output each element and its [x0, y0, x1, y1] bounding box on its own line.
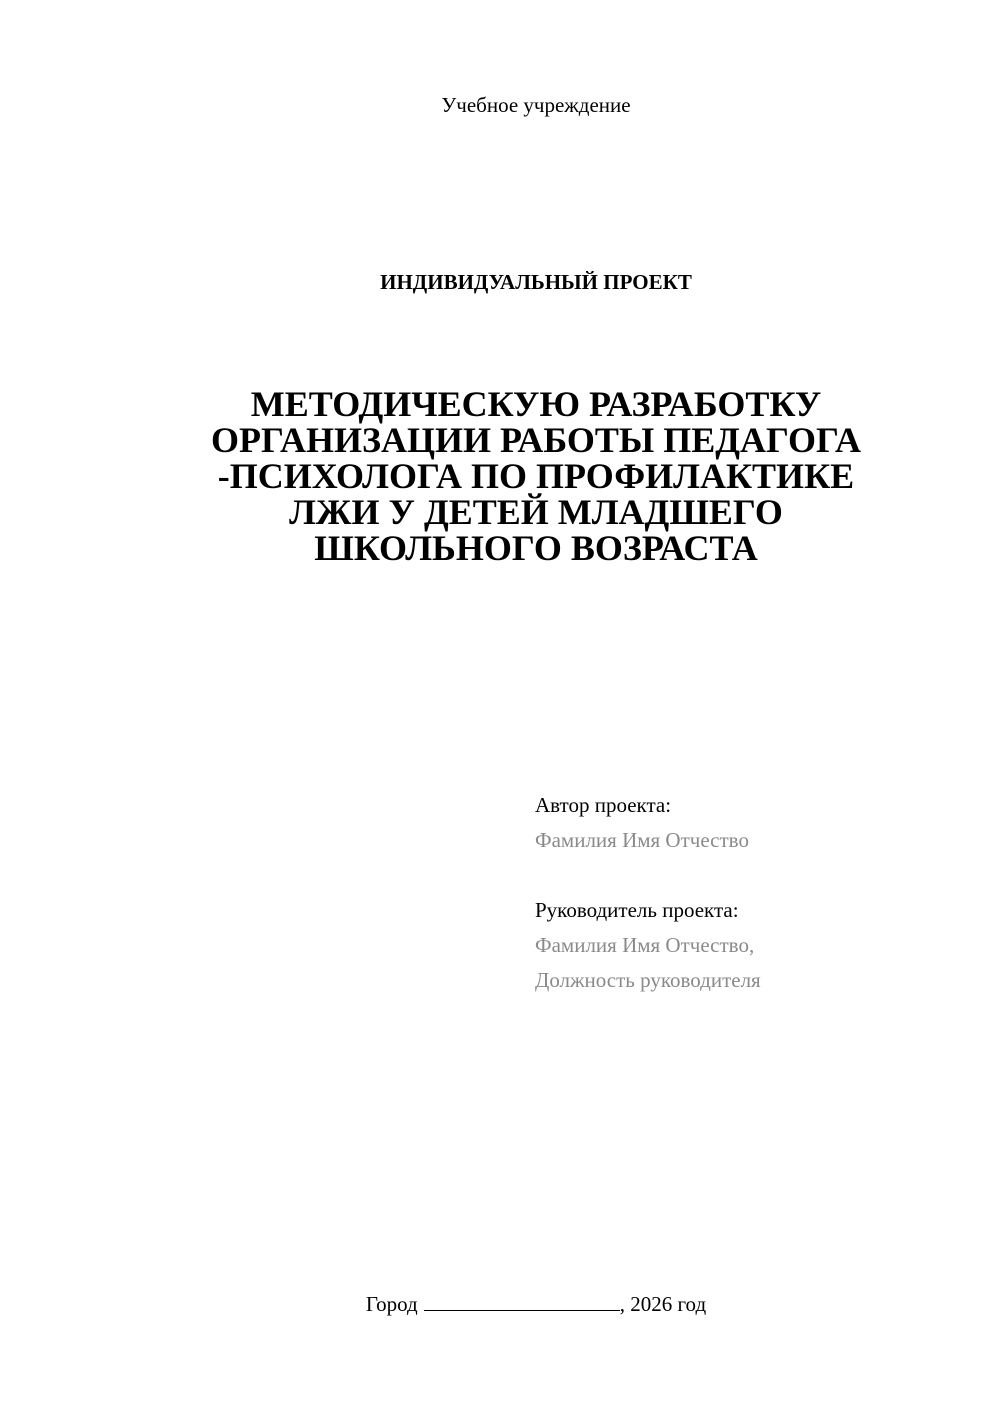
supervisor-name-placeholder: Фамилия Имя Отчество, [535, 933, 755, 957]
city-year-line [0, 1290, 1000, 1318]
institution-name: Учебное учреждение [441, 93, 631, 117]
year-text: , 2026 год [619, 1292, 707, 1316]
author-name-placeholder: Фамилия Имя Отчество [535, 828, 749, 852]
supervisor-block [535, 893, 761, 998]
title-line: -ПСИХОЛОГА ПО ПРОФИЛАКТИКЕ [217, 456, 855, 496]
title-line: ЛЖИ У ДЕТЕЙ МЛАДШЕГО [289, 492, 783, 532]
city-label: Город [365, 1292, 418, 1316]
author-block [535, 788, 749, 858]
title-line: ШКОЛЬНОГО ВОЗРАСТА [314, 528, 758, 568]
project-type-heading: ИНДИВИДУАЛЬНЫЙ ПРОЕКТ [380, 270, 692, 294]
title-line: ОРГАНИЗАЦИИ РАБОТЫ ПЕДАГОГА [210, 420, 862, 460]
title-line: МЕТОДИЧЕСКУЮ РАЗРАБОТКУ [250, 384, 822, 424]
author-label: Автор проекта: [535, 793, 672, 817]
city-blank-line [424, 1290, 620, 1311]
supervisor-label: Руководитель проекта: [535, 898, 739, 922]
project-title [170, 386, 902, 566]
supervisor-position-placeholder: Должность руководителя [535, 968, 761, 992]
